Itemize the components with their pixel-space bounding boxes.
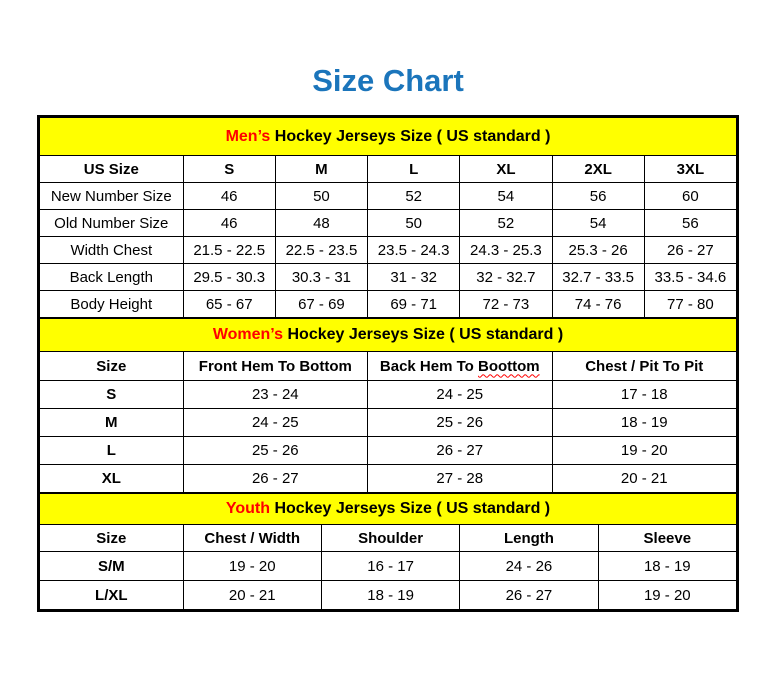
value-cell: 33.5 - 34.6 xyxy=(644,264,736,291)
row-label: S/M xyxy=(40,552,184,581)
value-cell: 25 - 26 xyxy=(368,409,552,437)
value-cell: 21.5 - 22.5 xyxy=(183,237,275,264)
value-cell: 46 xyxy=(183,210,275,237)
row-label: L/XL xyxy=(40,581,184,610)
value-cell: 56 xyxy=(644,210,736,237)
value-cell: 17 - 18 xyxy=(552,381,736,409)
column-header xyxy=(552,352,736,381)
column-header-label: M xyxy=(315,160,328,178)
column-header xyxy=(183,352,367,381)
size-chart-table-group xyxy=(37,115,739,612)
value-cell: 48 xyxy=(275,210,367,237)
youth-header-row xyxy=(40,525,737,552)
value-cell: 24 - 25 xyxy=(368,381,552,409)
mens-section-title xyxy=(40,118,737,156)
value-cell: 16 - 17 xyxy=(321,552,459,581)
value-cell: 72 - 73 xyxy=(460,291,552,318)
youth-band-row xyxy=(40,494,737,525)
column-header-label: Length xyxy=(503,529,554,547)
value-cell: 24 - 26 xyxy=(460,552,598,581)
column-header xyxy=(40,156,184,183)
section-title-rest: Hockey Jerseys Size ( US standard ) xyxy=(270,500,551,518)
value-cell: 46 xyxy=(183,183,275,210)
value-cell: 18 - 19 xyxy=(598,552,736,581)
table-row xyxy=(40,552,737,581)
value-cell: 65 - 67 xyxy=(183,291,275,318)
column-header-label: Shoulder xyxy=(358,529,424,547)
column-header xyxy=(275,156,367,183)
table-row xyxy=(40,291,737,318)
section-title-rest: Hockey Jerseys Size ( US standard ) xyxy=(283,326,564,344)
value-cell: 22.5 - 23.5 xyxy=(275,237,367,264)
column-header-label: Sleeve xyxy=(643,529,692,547)
row-label: Width Chest xyxy=(40,237,184,264)
value-cell: 32.7 - 33.5 xyxy=(552,264,644,291)
value-cell: 19 - 20 xyxy=(598,581,736,610)
value-cell: 31 - 32 xyxy=(368,264,460,291)
womens-size-table xyxy=(39,318,737,493)
column-header xyxy=(598,525,736,552)
value-cell: 23 - 24 xyxy=(183,381,367,409)
value-cell: 26 - 27 xyxy=(183,465,367,493)
column-header-label: Chest / Pit To Pit xyxy=(585,357,704,375)
table-row xyxy=(40,237,737,264)
section-title-highlight: Youth xyxy=(225,500,270,518)
column-header-label: Chest / Width xyxy=(204,529,301,547)
column-header-label: XL xyxy=(496,160,516,178)
column-header xyxy=(183,525,321,552)
table-row xyxy=(40,381,737,409)
value-cell: 20 - 21 xyxy=(183,581,321,610)
column-header xyxy=(368,156,460,183)
section-title-highlight: Men’s xyxy=(225,127,271,145)
value-cell: 50 xyxy=(368,210,460,237)
column-header xyxy=(183,156,275,183)
womens-section-title xyxy=(40,319,737,352)
table-row xyxy=(40,581,737,610)
column-header xyxy=(460,156,552,183)
value-cell: 77 - 80 xyxy=(644,291,736,318)
value-cell: 26 - 27 xyxy=(460,581,598,610)
mens-size-table xyxy=(39,117,737,318)
value-cell: 23.5 - 24.3 xyxy=(368,237,460,264)
column-header xyxy=(460,525,598,552)
value-cell: 54 xyxy=(460,183,552,210)
row-label: New Number Size xyxy=(40,183,184,210)
youth-size-table xyxy=(39,493,737,610)
column-header-label: Size xyxy=(96,357,127,375)
page-title: Size Chart xyxy=(312,63,464,98)
column-header xyxy=(552,156,644,183)
column-header-label: Size xyxy=(96,529,127,547)
table-row xyxy=(40,465,737,493)
column-header-label: 3XL xyxy=(676,160,705,178)
value-cell: 20 - 21 xyxy=(552,465,736,493)
misspelled-word: Boottom xyxy=(478,357,540,375)
table-row xyxy=(40,409,737,437)
table-row xyxy=(40,210,737,237)
column-header xyxy=(40,525,184,552)
value-cell: 50 xyxy=(275,183,367,210)
value-cell: 30.3 - 31 xyxy=(275,264,367,291)
value-cell: 56 xyxy=(552,183,644,210)
section-title-highlight: Women’s xyxy=(212,326,284,344)
column-header-label: Front Hem To Bottom xyxy=(198,357,352,375)
value-cell: 69 - 71 xyxy=(368,291,460,318)
value-cell: 24 - 25 xyxy=(183,409,367,437)
value-cell: 52 xyxy=(368,183,460,210)
row-label: S xyxy=(40,381,184,409)
value-cell: 54 xyxy=(552,210,644,237)
column-header-label: L xyxy=(409,160,419,178)
table-row xyxy=(40,437,737,465)
value-cell: 18 - 19 xyxy=(552,409,736,437)
value-cell: 74 - 76 xyxy=(552,291,644,318)
row-label: Body Height xyxy=(40,291,184,318)
table-row xyxy=(40,183,737,210)
value-cell: 29.5 - 30.3 xyxy=(183,264,275,291)
mens-header-row xyxy=(40,156,737,183)
row-label: M xyxy=(40,409,184,437)
column-header xyxy=(321,525,459,552)
value-cell: 18 - 19 xyxy=(321,581,459,610)
value-cell: 24.3 - 25.3 xyxy=(460,237,552,264)
column-header-label: US Size xyxy=(83,160,139,178)
value-cell: 60 xyxy=(644,183,736,210)
table-row xyxy=(40,264,737,291)
value-cell: 32 - 32.7 xyxy=(460,264,552,291)
column-header xyxy=(368,352,552,381)
value-cell: 67 - 69 xyxy=(275,291,367,318)
value-cell: 25 - 26 xyxy=(183,437,367,465)
value-cell: 25.3 - 26 xyxy=(552,237,644,264)
value-cell: 26 - 27 xyxy=(644,237,736,264)
row-label: Back Length xyxy=(40,264,184,291)
column-header-label: 2XL xyxy=(584,160,612,178)
value-cell: 19 - 20 xyxy=(183,552,321,581)
womens-header-row xyxy=(40,352,737,381)
value-cell: 19 - 20 xyxy=(552,437,736,465)
column-header-label: Back Hem To xyxy=(379,357,478,375)
section-title-rest: Hockey Jerseys Size ( US standard ) xyxy=(270,127,551,145)
row-label: L xyxy=(40,437,184,465)
mens-band-row xyxy=(40,118,737,156)
womens-band-row xyxy=(40,319,737,352)
value-cell: 27 - 28 xyxy=(368,465,552,493)
row-label: Old Number Size xyxy=(40,210,184,237)
column-header-label: S xyxy=(224,160,235,178)
value-cell: 52 xyxy=(460,210,552,237)
value-cell: 26 - 27 xyxy=(368,437,552,465)
row-label: XL xyxy=(40,465,184,493)
column-header xyxy=(644,156,736,183)
youth-section-title xyxy=(40,494,737,525)
column-header xyxy=(40,352,184,381)
